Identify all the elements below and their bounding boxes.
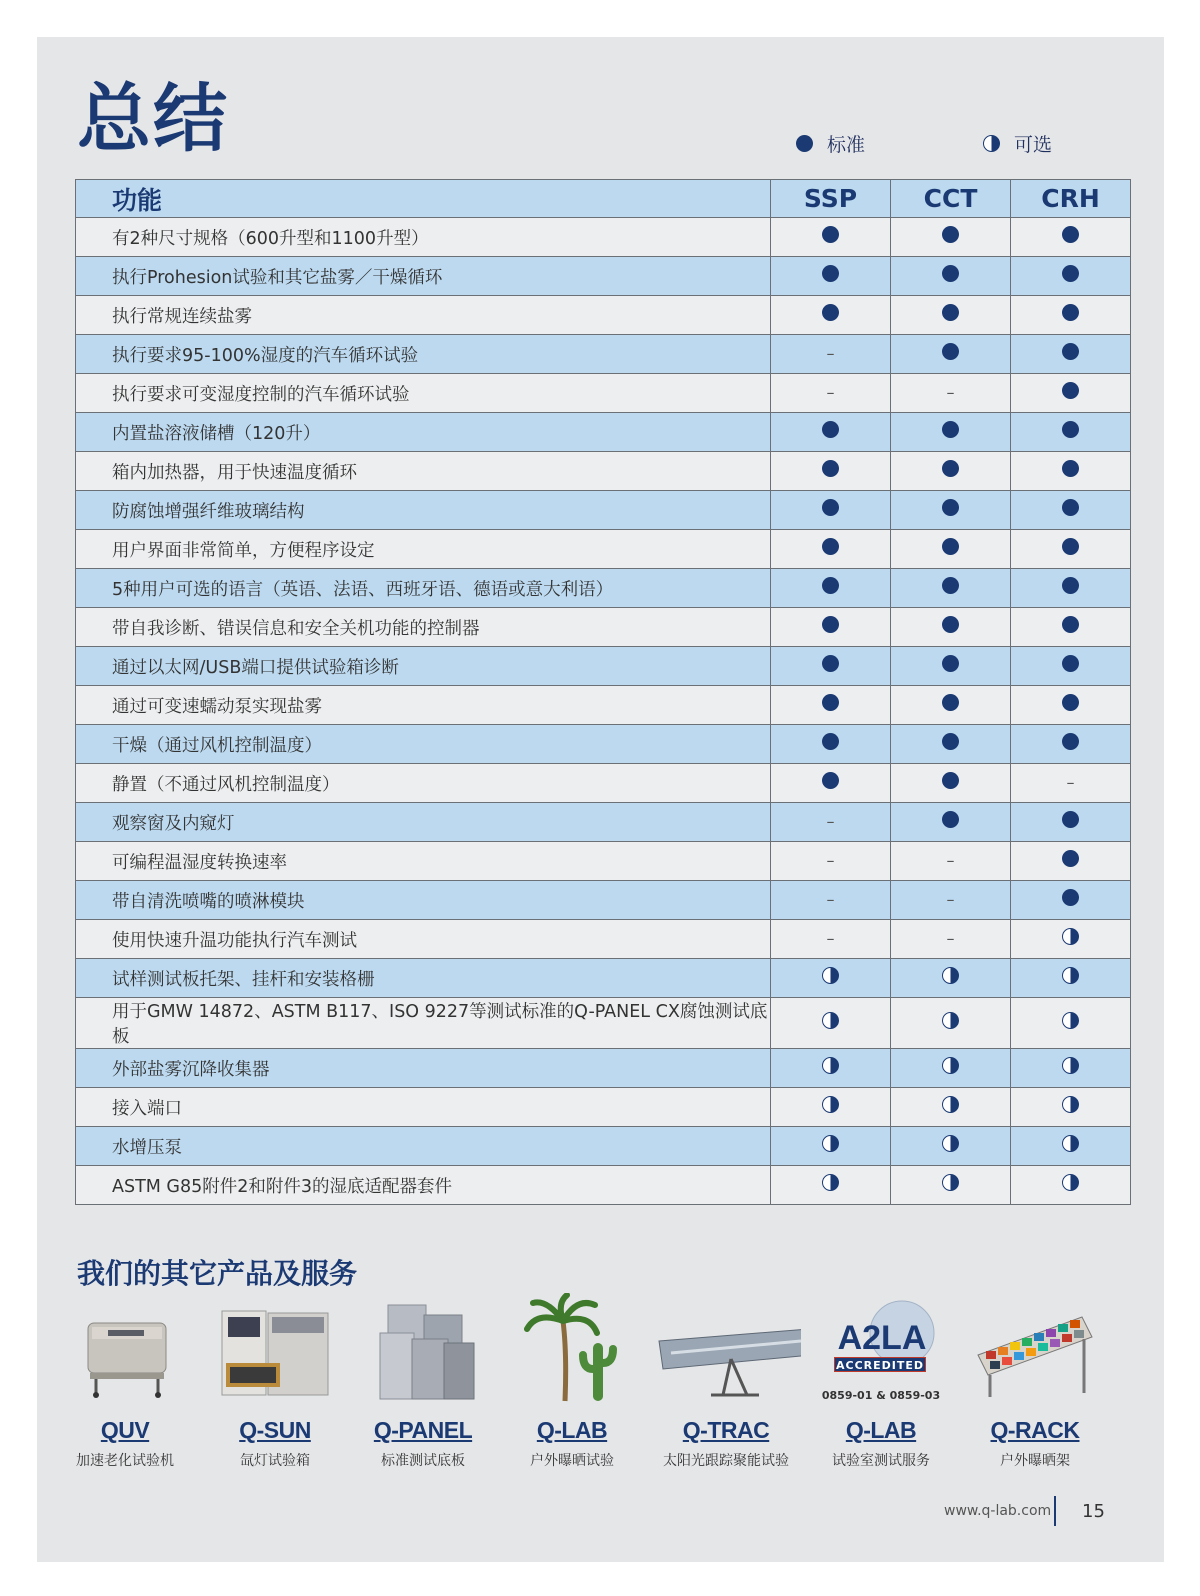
table-row	[76, 335, 1131, 374]
mark-ssp	[771, 1049, 891, 1088]
half-circle-icon	[822, 967, 839, 984]
table-row	[76, 1127, 1131, 1166]
product-brand: Q-SUN	[239, 1417, 311, 1443]
header-ssp: SSP	[771, 180, 891, 218]
filled-circle-icon	[822, 655, 839, 672]
half-circle-icon	[822, 1096, 839, 1113]
filled-circle-icon	[1062, 694, 1079, 711]
half-circle-icon	[1062, 928, 1079, 945]
mark-cct	[891, 374, 1011, 413]
dash-icon: –	[946, 383, 955, 402]
mark-ssp	[771, 1127, 891, 1166]
feature-label: 干燥（通过风机控制温度）	[76, 725, 771, 764]
filled-circle-icon	[942, 265, 959, 282]
table-row	[76, 374, 1131, 413]
mark-crh	[1011, 842, 1131, 881]
q-sun-chamber-image	[200, 1293, 350, 1403]
mark-crh	[1011, 218, 1131, 257]
filled-circle-icon	[1062, 226, 1079, 243]
mark-ssp	[771, 920, 891, 959]
filled-circle-icon	[942, 421, 959, 438]
filled-circle-icon	[822, 421, 839, 438]
table-row	[76, 257, 1131, 296]
half-circle-icon	[822, 1057, 839, 1074]
mark-cct	[891, 647, 1011, 686]
feature-label: ASTM G85附件2和附件3的湿底适配器套件	[76, 1166, 771, 1205]
mark-ssp	[771, 881, 891, 920]
feature-label: 执行Prohesion试验和其它盐雾／干燥循环	[76, 257, 771, 296]
half-circle-icon	[1062, 967, 1079, 984]
product-desc: 太阳光跟踪聚能试验	[663, 1453, 789, 1469]
filled-circle-icon	[942, 226, 959, 243]
mark-ssp	[771, 452, 891, 491]
product-q-lab-accredited[interactable]	[806, 1293, 956, 1469]
filled-circle-icon	[1062, 499, 1079, 516]
filled-circle-icon	[942, 343, 959, 360]
mark-crh	[1011, 530, 1131, 569]
filled-circle-icon	[942, 538, 959, 555]
mark-crh	[1011, 374, 1131, 413]
product-desc: 户外曝晒试验	[530, 1453, 614, 1469]
mark-cct	[891, 218, 1011, 257]
product-desc: 试验室测试服务	[832, 1453, 930, 1469]
table-row	[76, 296, 1131, 335]
product-brand: Q-LAB	[845, 1417, 917, 1443]
feature-label: 执行要求可变湿度控制的汽车循环试验	[76, 374, 771, 413]
feature-label: 可编程温湿度转换速率	[76, 842, 771, 881]
mark-crh	[1011, 920, 1131, 959]
table-row	[76, 530, 1131, 569]
mark-crh	[1011, 452, 1131, 491]
mark-cct	[891, 725, 1011, 764]
filled-circle-icon	[822, 304, 839, 321]
palm-cactus-image	[497, 1293, 647, 1403]
product-quv[interactable]	[50, 1293, 200, 1469]
product-desc: 氙灯试验箱	[240, 1453, 310, 1469]
feature-label: 内置盐溶液储槽（120升）	[76, 413, 771, 452]
product-q-sun[interactable]	[200, 1293, 350, 1469]
filled-circle-icon	[1062, 382, 1079, 399]
mark-ssp	[771, 764, 891, 803]
half-circle-icon	[942, 1174, 959, 1191]
feature-label: 用户界面非常简单，方便程序设定	[76, 530, 771, 569]
half-circle-icon	[1062, 1057, 1079, 1074]
feature-label: 外部盐雾沉降收集器	[76, 1049, 771, 1088]
q-rack-image	[960, 1293, 1110, 1403]
mark-ssp	[771, 1088, 891, 1127]
mark-cct	[891, 608, 1011, 647]
quv-tester-image	[50, 1293, 200, 1403]
filled-circle-icon	[1062, 655, 1079, 672]
mark-cct	[891, 335, 1011, 374]
mark-cct	[891, 881, 1011, 920]
filled-circle-icon	[942, 655, 959, 672]
mark-ssp	[771, 257, 891, 296]
page-title: 总结	[77, 76, 229, 162]
header-cct: CCT	[891, 180, 1011, 218]
mark-cct	[891, 530, 1011, 569]
mark-ssp	[771, 569, 891, 608]
mark-cct	[891, 491, 1011, 530]
mark-ssp	[771, 686, 891, 725]
filled-circle-icon	[942, 577, 959, 594]
feature-label: 通过以太网/USB端口提供试验箱诊断	[76, 647, 771, 686]
product-brand: Q-LAB	[536, 1417, 608, 1443]
dash-icon: –	[826, 929, 835, 948]
feature-label: 接入端口	[76, 1088, 771, 1127]
filled-circle-icon	[822, 733, 839, 750]
table-row	[76, 998, 1131, 1049]
accreditation-number: 0859-01 & 0859-03	[821, 1389, 941, 1402]
half-circle-icon	[1062, 1012, 1079, 1029]
mark-cct	[891, 1127, 1011, 1166]
feature-label: 5种用户可选的语言（英语、法语、西班牙语、德语或意大利语）	[76, 569, 771, 608]
dash-icon: –	[826, 812, 835, 831]
half-circle-icon	[942, 1096, 959, 1113]
dash-icon: –	[826, 383, 835, 402]
feature-label: 执行常规连续盐雾	[76, 296, 771, 335]
mark-crh	[1011, 296, 1131, 335]
filled-circle-icon	[942, 460, 959, 477]
mark-cct	[891, 1166, 1011, 1205]
table-row	[76, 452, 1131, 491]
feature-label: 带自我诊断、错误信息和安全关机功能的控制器	[76, 608, 771, 647]
table-row	[76, 1166, 1131, 1205]
mark-crh	[1011, 725, 1131, 764]
product-q-panel[interactable]	[348, 1293, 498, 1469]
table-row	[76, 764, 1131, 803]
mark-ssp	[771, 374, 891, 413]
filled-circle-icon	[822, 538, 839, 555]
half-circle-icon	[822, 1012, 839, 1029]
mark-ssp	[771, 842, 891, 881]
product-desc: 加速老化试验机	[76, 1453, 174, 1469]
accredited-badge: ACCREDITED	[835, 1359, 924, 1372]
mark-cct	[891, 452, 1011, 491]
table-row	[76, 1088, 1131, 1127]
half-circle-icon	[822, 1174, 839, 1191]
feature-label: 静置（不通过风机控制温度）	[76, 764, 771, 803]
mark-crh	[1011, 647, 1131, 686]
feature-label: 用于GMW 14872、ASTM B117、ISO 9227等测试标准的Q-PANEL CX腐蚀测试底板	[76, 998, 771, 1049]
mark-cct	[891, 686, 1011, 725]
feature-label: 使用快速升温功能执行汽车测试	[76, 920, 771, 959]
mark-cct	[891, 1049, 1011, 1088]
mark-cct	[891, 296, 1011, 335]
mark-cct	[891, 1088, 1011, 1127]
table-row	[76, 647, 1131, 686]
feature-label: 试样测试板托架、挂杆和安装格栅	[76, 959, 771, 998]
product-brand: Q-TRAC	[682, 1417, 770, 1443]
feature-label: 带自清洗喷嘴的喷淋模块	[76, 881, 771, 920]
table-row	[76, 803, 1131, 842]
filled-circle-icon	[822, 265, 839, 282]
mark-ssp	[771, 1166, 891, 1205]
table-row	[76, 608, 1131, 647]
half-circle-icon	[1062, 1174, 1079, 1191]
mark-ssp	[771, 491, 891, 530]
feature-label: 水增压泵	[76, 1127, 771, 1166]
filled-circle-icon	[822, 577, 839, 594]
table-row	[76, 491, 1131, 530]
filled-circle-icon	[822, 772, 839, 789]
dash-icon: –	[1066, 773, 1075, 792]
legend-optional-label: 可选	[1014, 133, 1053, 156]
products-heading: 我们的其它产品及服务	[77, 1257, 358, 1290]
half-circle-icon	[942, 1012, 959, 1029]
feature-label: 有2种尺寸规格（600升型和1100升型）	[76, 218, 771, 257]
filled-circle-icon	[796, 135, 813, 152]
product-q-trac[interactable]	[651, 1293, 801, 1469]
mark-crh	[1011, 1049, 1131, 1088]
feature-label: 观察窗及内窥灯	[76, 803, 771, 842]
mark-cct	[891, 569, 1011, 608]
table-row	[76, 686, 1131, 725]
filled-circle-icon	[1062, 304, 1079, 321]
header-feature: 功能	[76, 180, 771, 218]
filled-circle-icon	[822, 460, 839, 477]
filled-circle-icon	[822, 616, 839, 633]
dash-icon: –	[826, 851, 835, 870]
filled-circle-icon	[1062, 265, 1079, 282]
mark-cct	[891, 959, 1011, 998]
product-q-lab-outdoor[interactable]	[497, 1293, 647, 1469]
filled-circle-icon	[1062, 343, 1079, 360]
filled-circle-icon	[1062, 733, 1079, 750]
product-desc: 标准测试底板	[381, 1453, 465, 1469]
mark-crh	[1011, 491, 1131, 530]
half-circle-icon	[983, 135, 1000, 152]
mark-crh	[1011, 998, 1131, 1049]
dash-icon: –	[946, 851, 955, 870]
mark-cct	[891, 803, 1011, 842]
half-circle-icon	[1062, 1096, 1079, 1113]
filled-circle-icon	[1062, 538, 1079, 555]
a2la-badge-image	[806, 1293, 956, 1403]
legend-standard-label: 标准	[827, 133, 866, 156]
legend-optional	[983, 130, 1052, 156]
half-circle-icon	[1062, 1135, 1079, 1152]
table-row	[76, 413, 1131, 452]
mark-cct	[891, 920, 1011, 959]
mark-ssp	[771, 959, 891, 998]
footer-url[interactable]: www.q-lab.com	[944, 1503, 1052, 1519]
q-panel-image	[348, 1293, 498, 1403]
filled-circle-icon	[1062, 460, 1079, 477]
table-row	[76, 881, 1131, 920]
mark-crh	[1011, 257, 1131, 296]
mark-cct	[891, 413, 1011, 452]
mark-crh	[1011, 1127, 1131, 1166]
feature-label: 通过可变速蠕动泵实现盐雾	[76, 686, 771, 725]
mark-ssp	[771, 998, 891, 1049]
table-header-row	[76, 180, 1131, 218]
product-desc: 户外曝晒架	[1000, 1453, 1070, 1469]
table-row	[76, 218, 1131, 257]
filled-circle-icon	[1062, 850, 1079, 867]
half-circle-icon	[942, 967, 959, 984]
table-row	[76, 842, 1131, 881]
product-brand: Q-PANEL	[373, 1417, 473, 1443]
filled-circle-icon	[942, 499, 959, 516]
half-circle-icon	[822, 1135, 839, 1152]
filled-circle-icon	[822, 226, 839, 243]
mark-crh	[1011, 959, 1131, 998]
mark-crh	[1011, 881, 1131, 920]
filled-circle-icon	[822, 499, 839, 516]
filled-circle-icon	[942, 772, 959, 789]
product-brand: Q-RACK	[990, 1417, 1080, 1443]
dash-icon: –	[826, 890, 835, 909]
mark-cct	[891, 764, 1011, 803]
page-number: 15	[1082, 1501, 1105, 1522]
feature-comparison-table	[75, 179, 1131, 1205]
mark-cct	[891, 998, 1011, 1049]
mark-cct	[891, 842, 1011, 881]
filled-circle-icon	[822, 694, 839, 711]
table-row	[76, 959, 1131, 998]
mark-ssp	[771, 296, 891, 335]
mark-cct	[891, 257, 1011, 296]
dash-icon: –	[946, 890, 955, 909]
q-trac-tracker-image	[651, 1293, 801, 1403]
mark-crh	[1011, 335, 1131, 374]
filled-circle-icon	[1062, 616, 1079, 633]
filled-circle-icon	[942, 304, 959, 321]
filled-circle-icon	[1062, 577, 1079, 594]
mark-ssp	[771, 647, 891, 686]
header-crh: CRH	[1011, 180, 1131, 218]
mark-crh	[1011, 1166, 1131, 1205]
mark-crh	[1011, 413, 1131, 452]
svg-text:A2LA: A2LA	[837, 1319, 927, 1357]
table-row	[76, 920, 1131, 959]
mark-ssp	[771, 335, 891, 374]
feature-label: 防腐蚀增强纤维玻璃结构	[76, 491, 771, 530]
filled-circle-icon	[1062, 811, 1079, 828]
product-brand: QUV	[100, 1417, 150, 1443]
filled-circle-icon	[942, 811, 959, 828]
filled-circle-icon	[942, 616, 959, 633]
mark-crh	[1011, 764, 1131, 803]
mark-ssp	[771, 413, 891, 452]
filled-circle-icon	[1062, 889, 1079, 906]
mark-crh	[1011, 1088, 1131, 1127]
mark-ssp	[771, 608, 891, 647]
dash-icon: –	[946, 929, 955, 948]
filled-circle-icon	[1062, 421, 1079, 438]
mark-crh	[1011, 803, 1131, 842]
table-row	[76, 569, 1131, 608]
mark-ssp	[771, 218, 891, 257]
mark-crh	[1011, 608, 1131, 647]
mark-ssp	[771, 803, 891, 842]
product-q-rack[interactable]	[960, 1293, 1110, 1469]
footer-divider	[1054, 1496, 1056, 1526]
dash-icon: –	[826, 344, 835, 363]
table-row	[76, 725, 1131, 764]
feature-label: 箱内加热器，用于快速温度循环	[76, 452, 771, 491]
filled-circle-icon	[942, 733, 959, 750]
table-body	[76, 218, 1131, 1205]
mark-ssp	[771, 530, 891, 569]
legend-standard	[796, 130, 865, 156]
mark-ssp	[771, 725, 891, 764]
half-circle-icon	[942, 1135, 959, 1152]
half-circle-icon	[942, 1057, 959, 1074]
feature-label: 执行要求95-100%湿度的汽车循环试验	[76, 335, 771, 374]
table-row	[76, 1049, 1131, 1088]
mark-crh	[1011, 569, 1131, 608]
mark-crh	[1011, 686, 1131, 725]
filled-circle-icon	[942, 694, 959, 711]
